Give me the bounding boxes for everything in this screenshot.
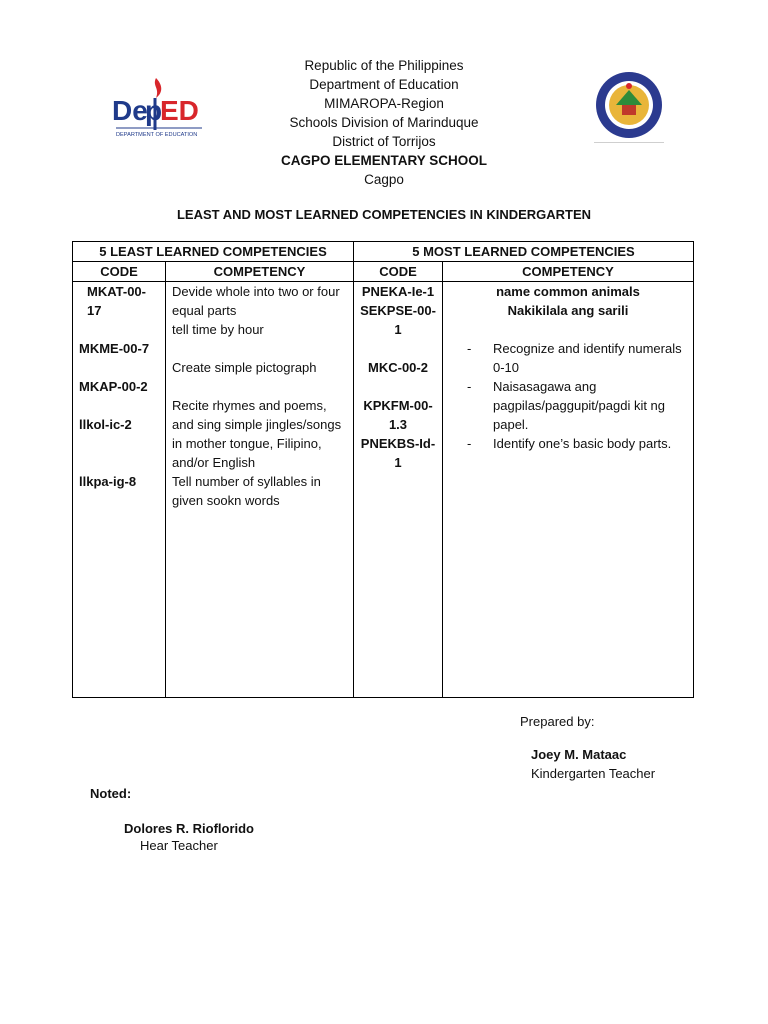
most-code: SEKPSE-00-1 <box>360 303 436 337</box>
prepared-by-label: Prepared by: <box>520 714 595 729</box>
column-header-competency: COMPETENCY <box>166 262 354 282</box>
most-competency-item: - Recognize and identify numerals 0-10 <box>449 339 687 377</box>
least-competency: Devide whole into two or four equal parts <box>172 284 340 318</box>
most-competency: name common animals <box>496 284 640 299</box>
svg-text:p: p <box>145 95 163 126</box>
most-code: 1.3 <box>388 417 408 432</box>
least-competency: Create simple pictograph <box>172 360 317 375</box>
most-code: MKC-00-2 <box>368 360 428 375</box>
letterhead-line: Schools Division of Marinduque <box>289 115 479 130</box>
least-code: MKME-00-7 <box>79 341 150 356</box>
noted-label: Noted: <box>90 786 132 801</box>
column-header-competency: COMPETENCY <box>443 262 694 282</box>
least-competency: Recite rhymes and poems, and sing simple jingles/songs in mother tongue, Filipino, and/or English <box>172 398 342 470</box>
column-header-code: CODE <box>73 262 166 282</box>
document-title: LEAST AND MOST LEARNED COMPETENCIES IN KINDERGARTEN <box>176 207 592 222</box>
letterhead-line: Republic of the Philippines <box>304 58 464 73</box>
school-seal <box>594 70 664 140</box>
letterhead-line: District of Torrijos <box>332 134 436 149</box>
most-competency: Nakikilala ang sarili <box>507 303 629 318</box>
most-competency-item: - Naisasagawa ang pagpilas/paggupit/pagdi kit ng papel. <box>449 377 687 434</box>
least-code: MKAT-00-17 <box>87 284 146 318</box>
most-competency-item: - Identify one’s basic body parts. <box>449 434 687 453</box>
most-competency-list <box>449 339 687 453</box>
most-code: PNEKBS-Id-1 <box>360 436 436 470</box>
most-codes-cell <box>354 282 443 698</box>
column-header-code: CODE <box>354 262 443 282</box>
least-learned-header: 5 LEAST LEARNED COMPETENCIES <box>73 242 354 262</box>
svg-text:De: De <box>112 95 148 126</box>
prepared-by-name: Joey M. Mataac <box>531 747 627 762</box>
competencies-table <box>72 241 694 698</box>
letterhead-line: Cagpo <box>364 172 404 187</box>
noted-name: Dolores R. Rioflorido <box>124 821 254 836</box>
svg-text:ED: ED <box>160 95 199 126</box>
most-competencies-cell <box>443 282 694 698</box>
noted-position: Hear Teacher <box>140 838 218 853</box>
prepared-by-position: Kindergarten Teacher <box>531 766 656 781</box>
svg-text:DEPARTMENT OF EDUCATION: DEPARTMENT OF EDUCATION <box>116 132 198 138</box>
least-code: llkpa-ig-8 <box>79 474 137 489</box>
least-codes-cell <box>73 282 166 698</box>
school-name: CAGPO ELEMENTARY SCHOOL <box>280 153 487 168</box>
letterhead-line: Department of Education <box>309 77 459 92</box>
deped-logo <box>108 74 208 146</box>
most-code: KPKFM-00- <box>363 398 433 413</box>
least-code: llkol-ic-2 <box>79 417 132 432</box>
letterhead-line: MIMAROPA-Region <box>324 96 444 111</box>
most-learned-header: 5 MOST LEARNED COMPETENCIES <box>354 242 694 262</box>
most-code: PNEKA-Ie-1 <box>361 284 435 299</box>
least-competencies-cell <box>166 282 354 698</box>
least-code: MKAP-00-2 <box>79 379 148 394</box>
seal-divider <box>594 142 664 143</box>
least-competency: Tell number of syllables in given sookn words <box>172 474 321 508</box>
least-competency: tell time by hour <box>172 322 264 337</box>
